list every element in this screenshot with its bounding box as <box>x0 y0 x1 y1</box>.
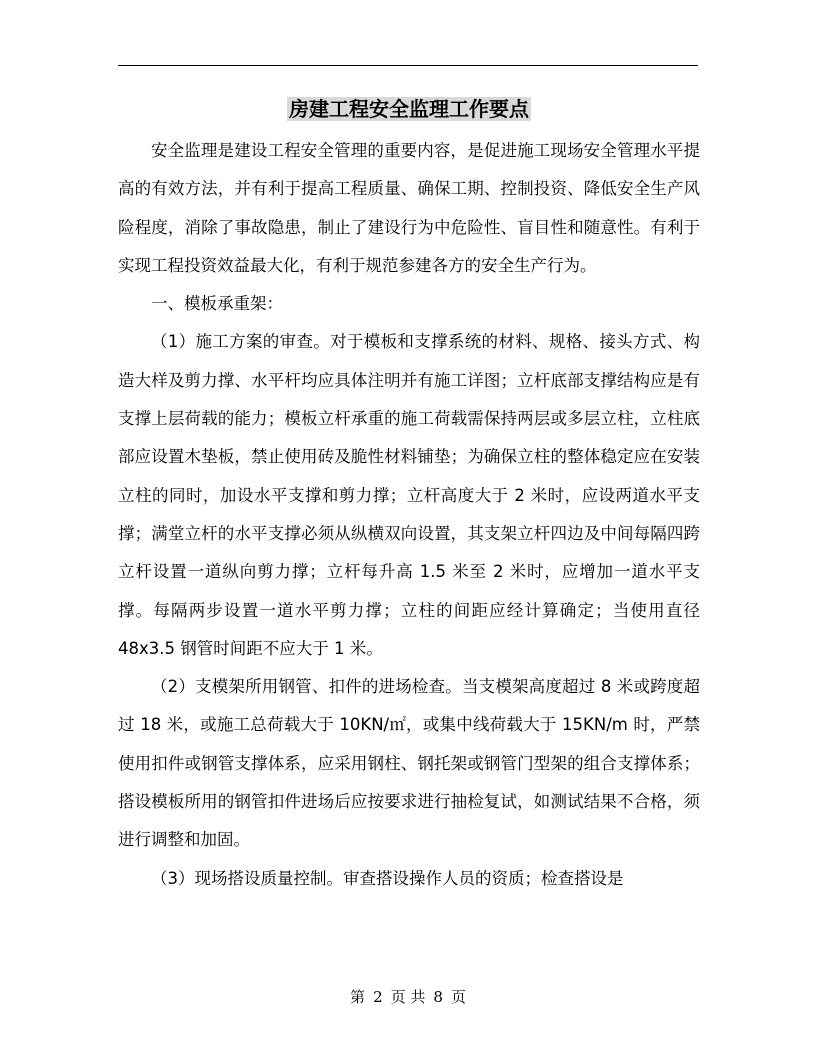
section-heading-formwork: 一、模板承重架： <box>151 294 283 314</box>
document-body <box>118 90 700 898</box>
footer-middle: 页 共 <box>390 988 426 1006</box>
paragraph-intro: 安全监理是建设工程安全管理的重要内容，是促进施工现场安全管理水平提高的有效方法，并有利于提高工程质量、确保工期、控制投资、降低安全生产风险程度，消除了事故隐患，制止了建设行为中危险性、盲目性和随意性。有利于实现工程投资效益最大化，有利于规范参建各方的安全生产行为。 <box>118 141 700 275</box>
paragraph-item-3: （3）现场搭设质量控制。审查搭设操作人员的资质；检查搭设是 <box>151 868 624 888</box>
page-total: 8 <box>433 988 443 1006</box>
footer-prefix: 第 <box>350 988 366 1006</box>
document-title <box>118 90 700 128</box>
paragraph-item-2: （2）支模架所用钢管、扣件的进场检查。当支模架高度超过 8 米或跨度超过 18 米，或施工总荷载大于 10KN/㎡，或集中线荷载大于 15KN/m 时，严禁使用扣件或钢管支撑体系，应采用钢柱、钢托架或钢管门型架的组合支撑体系；搭设模板所用的钢管扣件进场后应按要求进行抽检复试，如测试结果不合格，须进行调整和加固。 <box>118 677 700 850</box>
document-title-text: 房建工程安全监理工作要点 <box>289 97 529 121</box>
page-footer <box>0 986 816 1007</box>
paragraph-item-1: （1）施工方案的审查。对于模板和支撑系统的材料、规格、接头方式、构造大样及剪力撑、水平杆均应具体注明并有施工详图；立杆底部支撑结构应是有支撑上层荷载的能力；模板立杆承重的施工荷载需保持两层或多层立柱，立柱底部应设置木垫板，禁止使用砖及脆性材料铺垫；为确保立柱的整体稳定应在安装立柱的同时，加设水平支撑和剪力撑；立杆高度大于 2 米时，应设两道水平支撑；满堂立杆的水平支撑必须从纵横双向设置，其支架立杆四边及中间每隔四跨立杆设置一道纵向剪力撑；立杆每升高 1.5 米至 2 米时，应增加一道水平支撑。每隔两步设置一道水平剪力撑；立柱的间距应经计算确定；当使用直径 48x3.5 钢管时间距不应大于 1 米。 <box>118 332 700 658</box>
footer-suffix: 页 <box>450 988 466 1006</box>
page-number: 2 <box>373 988 383 1006</box>
header-rule <box>118 65 698 66</box>
